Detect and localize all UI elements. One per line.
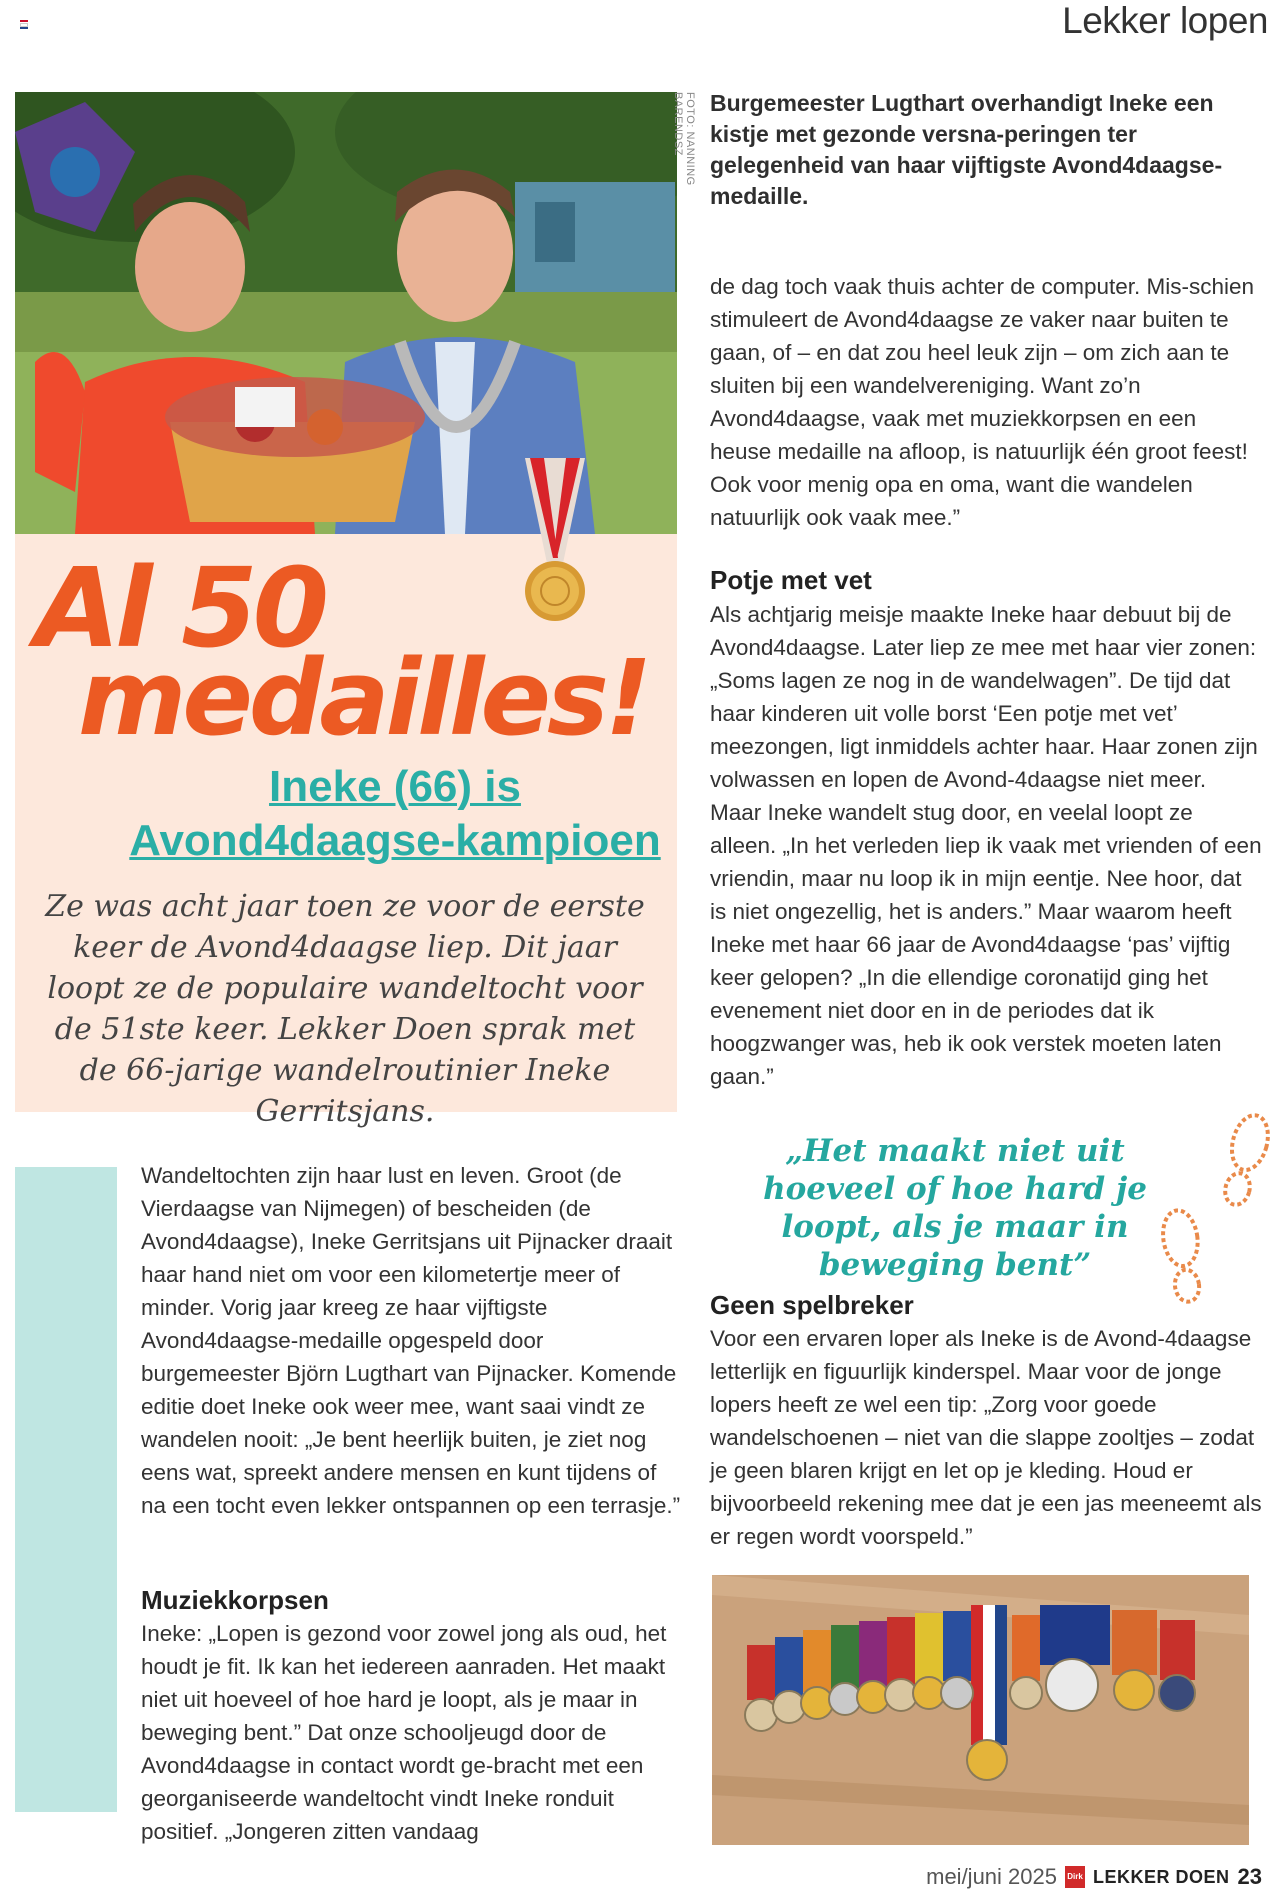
pull-quote: „Het maakt niet uit hoeveel of hoe hard je loopt, als je maar in beweging bent” [763, 1133, 1147, 1283]
footprint-icon [1155, 1206, 1210, 1309]
body-paragraph [141, 1617, 681, 1848]
photo-caption: Burgemeester Lugthart overhandigt Ineke een kistje met gezonde versna-peringen ter gelegenheid van haar vijftigste Avond4daagse-medaille. [710, 90, 1223, 209]
body-paragraph [710, 270, 1262, 534]
page-footer [926, 1864, 1262, 1890]
issue-date: mei/juni 2025 [926, 1864, 1057, 1889]
subtitle-muziekkorpsen: Muziekkorpsen [141, 1585, 329, 1615]
medal-icon [520, 458, 590, 638]
subtitle-geen-spelbreker: Geen spelbreker [710, 1290, 914, 1320]
subheadline [120, 760, 670, 868]
intro-text: Ze was acht jaar toen ze voor de eerste keer de Avond4daagse liep. Dit jaar loopt ze de populaire wandeltocht voor de 51ste keer. Lekker Doen sprak met de 66-jarige wandelroutinier Ineke Gerritsjans. [45, 889, 645, 1129]
footprint-icon [1212, 1108, 1278, 1214]
photo-medals-collection [712, 1575, 1249, 1845]
flag-icon [20, 20, 28, 27]
paragraph-text: Als achtjarig meisje maakte Ineke haar debuut bij de Avond4daagse. Later liep ze mee met haar vier zonen: „Soms lagen ze nog in de wandelwagen”. De tijd dat haar kinderen uit volle borst ‘Een potje met vet’ meezongen, ligt inmiddels achter haar. Haar zonen zijn volwassen en lopen de Avond-4daagse niet meer. Maar Ineke wandelt stug door, en veelal loopt ze alleen. „In het verleden liep ik vaak met vrienden of een vriendin, maar nu loop ik in mijn eentje. Nee hoor, dat is niet ongezellig, het is anders.” Maar waarom heeft Ineke met haar 66 jaar de Avond4daagse ‘pas’ vijftig keer gelopen? „In die ellendige coronatijd ging het evenement niet door en in de periodes dat ik hoogzwanger was, heb ik ook verstek moeten laten gaan.” [710, 602, 1262, 1089]
subtitle-potje-met-vet: Potje met vet [710, 565, 872, 595]
magazine-name: LEKKER DOEN [1093, 1866, 1230, 1887]
paragraph-text: de dag toch vaak thuis achter de computer. Mis-schien stimuleert de Avond4daagse ze vaker naar buiten te gaan, of – en dat zou heel leuk zijn – om zich aan te sluiten bij een wandelvereniging. Want zo’n Avond4daagse, vaak met muziekkorpsen en een heuse medaille na afloop, is natuurlijk één groot feest! Ook voor menig opa en oma, want die wandelen natuurlijk ook vaak mee.” [710, 274, 1255, 530]
headline-line-2: medailles! [78, 637, 649, 759]
photo-credit: FOTO: NANNING BARENDSZ [672, 92, 696, 186]
paragraph-text: Voor een ervaren loper als Ineke is de Avond-4daagse letterlijk en figuurlijk kinderspel. Maar voor de jonge lopers heeft ze wel een tip: „Zorg voor goede wandelschoenen – niet van die slappe zooltjes – zodat je geen blaren krijgt en let op je kleding. Houd er bijvoorbeeld rekening mee dat je een jas meeneemt als er regen wordt voorspeld.” [710, 1326, 1262, 1549]
subheadline-line-2: Avond4daagse-kampioen [129, 816, 661, 865]
headline-line-1: Al 50 [35, 544, 325, 672]
paragraph-text: Ineke: „Lopen is gezond voor zowel jong als oud, het houdt je fit. Ik kan het iedereen aanraden. Het maakt niet uit hoeveel of hoe hard je loopt, als je maar in beweging bent.” Dat onze schooljeugd door de Avond4daagse in contact wordt ge-bracht met een georganiseerde wandeltocht vindt Ineke ronduit positief. „Jongeren zitten vandaag [141, 1621, 667, 1844]
body-paragraph [710, 1322, 1262, 1553]
section-title: Lekker lopen [1062, 0, 1268, 41]
paragraph-text: Wandeltochten zijn haar lust en leven. Groot (de Vierdaagse van Nijmegen) of bescheiden (de Avond4daagse), Ineke Gerritsjans uit Pijnacker draait haar hand niet om voor een kilometertje meer of minder. Vorig jaar kreeg ze haar vijftigste Avond4daagse-medaille opgespeld door burgemeester Björn Lugthart van Pijnacker. Komende editie doet Ineke ook weer mee, want saai vindt ze wandelen nooit: „Je bent heerlijk buiten, je ziet nog eens wat, spreekt andere mensen en kunt tijdens of na een tocht even lekker ontspannen op een terrasje.” [141, 1163, 681, 1518]
dirk-logo: Dirk [1065, 1866, 1085, 1888]
decorative-bar [15, 1167, 117, 1812]
subheadline-line-1: Ineke (66) is [269, 762, 521, 811]
body-paragraph [141, 1159, 681, 1522]
page-number: 23 [1237, 1864, 1262, 1889]
body-paragraph [710, 598, 1262, 1093]
